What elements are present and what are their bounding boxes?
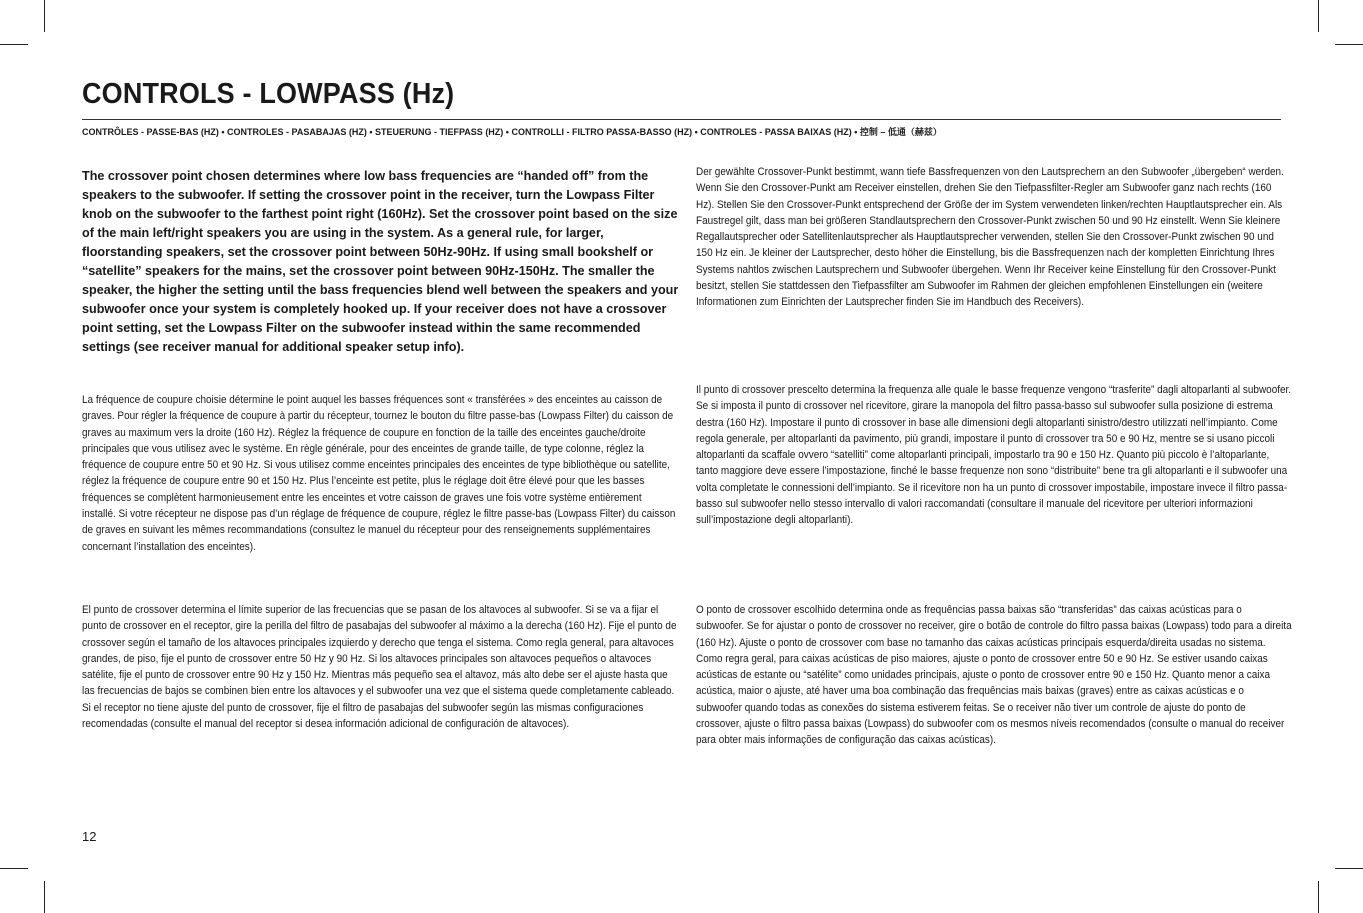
paragraph-english: The crossover point chosen determines where low bass frequencies are “handed off” from the speakers to the subwoofer. If setting the crossover point in the receiver, turn the Lowpass Filter knob on the subwoofer to the farthest point right (160Hz). Set the crossover point based on the size of the main left/right speakers you are using in the system. As a general rule, for larger, floorstanding speakers, set the crossover point between 50Hz-90Hz. If using small bookshelf or “satellite” speakers for the mains, set the crossover point between 90Hz-150Hz. The smaller the speaker, the higher the setting until the bass frequencies blend well between the speakers and your subwoofer once your system is completely hooked up. If your receiver does not have a crossover point setting, set the Lowpass Filter on the subwoofer instead within the same recommended settings (see receiver manual for additional speaker setup info).: [82, 168, 679, 354]
crop-mark-bottom-right-horizontal: [1335, 868, 1363, 869]
page-title: CONTROLS - LOWPASS (Hz): [82, 78, 455, 110]
page-number: 12: [82, 829, 97, 844]
paragraph-portuguese: O ponto de crossover escolhido determina onde as frequências passa baixas são “transferidas” das caixas acústicas para o subwoofer. Se for ajustar o ponto de crossover no receiver, gire o botão de controle do filtro passa baixas (Lowpass) todo para a direita (160 Hz). Ajuste o ponto de crossover com base no tamanho das caixas acústicas principais esquerda/direita usadas no sistema. Como regra geral, para caixas acústicas de piso maiores, ajuste o ponto de crossover entre 50 e 90 Hz. Se estiver usando caixas acústicas de estante ou “satélite” como unidades principais, ajuste o ponto de crossover entre 90 e 150 Hz. Quanto menor a caixa acústica, maior o ajuste, até haver uma boa combinação das frequências mais baixas (graves) entre as caixas acústicas e o subwoofer quando todas as conexões do sistema estiverem feitas. Se o receiver não tiver um controle de ajuste do ponto de crossover, ajuste o filtro passa baixas (Lowpass) do subwoofer com os mesmos níveis recomendados (consulte o manual do receiver para obter mais informações de configuração das caixas acústicas).: [696, 604, 1292, 747]
crop-mark-top-left-horizontal: [0, 44, 28, 45]
crop-mark-bottom-left-horizontal: [0, 868, 28, 869]
crop-mark-bottom-right-vertical: [1318, 881, 1319, 913]
page-subtitle-translations: CONTRÔLES - PASSE-BAS (HZ) • CONTROLES - PASABAJAS (HZ) • STEUERUNG - TIEFPASS (HZ) • CONTROLLI - FILTRO PASSA-BASSO (HZ) • CONTROLES - PASSA BAIXAS (HZ) • 控制 – 低通（赫兹）: [82, 127, 942, 137]
paragraph-italian: Il punto di crossover prescelto determina la frequenza alle quale le basse frequenze vengono “trasferite” dagli altoparlanti al subwoofer. Se si imposta il punto di crossover nel ricevitore, girare la manopola del filtro passa-basso sul subwoofer sulla posizione di estrema destra (160 Hz). Impostare il punto di crossover in base alle dimensioni degli altoparlanti sinistro/destro utilizzati nell’impianto. Come regola generale, per altoparlanti da pavimento, più grandi, impostare il punto di crossover tra 50 e 90 Hz, mentre se si usano piccoli altoparlanti da scaffale ovvero “satelliti” come altoparlanti principali, impostarlo tra 90 e 150 Hz. Quanto più piccolo è l’altoparlante, tanto maggiore deve essere l’impostazione, finché le basse frequenze non sono “distribuite” bene tra gli altoparlanti e il subwoofer una volta completate le connessioni dell’impianto. Se il ricevitore non ha un punto di crossover impostabile, impostare invece il filtro passa-basso sul subwoofer nello stesso intervallo di valori raccomandati (consultare il manuale del ricevitore per ulteriori informazioni sull’impostazione degli altoparlanti).: [696, 384, 1292, 527]
paragraph-french: La fréquence de coupure choisie détermine le point auquel les basses fréquences sont « transférées » des enceintes au caisson de graves. Pour régler la fréquence de coupure à partir du récepteur, tournez le bouton du filtre passe-bas (Lowpass Filter) du caisson de graves au maximum vers la droite (160 Hz). Réglez la fréquence de coupure en fonction de la taille des enceintes gauche/droite principales que vous utilisez avec le système. En règle générale, pour des enceintes de grande taille, de type colonne, réglez la fréquence de coupure entre 50 et 90 Hz. Si vous utilisez comme enceintes principales des enceintes de type bibliothèque ou satellite, réglez la fréquence de coupure entre 90 et 150 Hz. Plus l’enceinte est petite, plus le réglage doit être élevé pour que les basses fréquences se complètent harmonieusement entre les enceintes et votre caisson de graves une fois votre système entièrement installé. Si votre récepteur ne dispose pas d’un réglage de fréquence de coupure, réglez le filtre passe-bas (Lowpass Filter) du caisson de graves en suivant les mêmes recommandations (consultez le manuel du récepteur pour des renseignements supplémentaires concernant l’installation des enceintes).: [82, 394, 676, 553]
crop-mark-top-right-vertical: [1318, 0, 1319, 32]
crop-mark-top-right-horizontal: [1335, 44, 1363, 45]
paragraph-spanish: El punto de crossover determina el límite superior de las frecuencias que se pasan de los altavoces al subwoofer. Si se va a fijar el punto de crossover en el receptor, gire la perilla del filtro de pasabajas del subwoofer al máximo a la derecha (160 Hz). Fije el punto de crossover según el tamaño de los altavoces principales izquierdo y derecho que tenga el sistema. Como regla general, para altavoces grandes, de piso, fije el punto de crossover entre 50 Hz y 90 Hz. Si los altavoces principales son altavoces pequeños o altavoces satélite, fije el punto de crossover entre 90 Hz y 150 Hz. Mientras más pequeño sea el altavoz, más alto debe ser el ajuste hasta que las frecuencias de bajos se combinen bien entre los altavoces y el subwoofer una vez que el sistema quede completamente cableado. Si el receptor no tiene ajuste del punto de crossover, fije el filtro de pasabajas del subwoofer según las mismas configuraciones recomendadas (consulte el manual del receptor si desea información adicional de configuración de altavoces).: [82, 604, 677, 731]
crop-mark-bottom-left-vertical: [44, 881, 45, 913]
paragraph-german: Der gewählte Crossover-Punkt bestimmt, wann tiefe Bassfrequenzen von den Lautsprechern an den Subwoofer „übergeben“ werden. Wenn Sie den Crossover-Punkt am Receiver einstellen, drehen Sie den Tiefpassfilter-Regler am Subwoofer ganz nach rechts (160 Hz). Stellen Sie den Crossover-Punkt entsprechend der Größe der im System verwendeten linken/rechten Hauptlautsprecher ein. Als Faustregel gilt, dass man bei größeren Standlautsprechern den Crossover-Punkt zwischen 50 und 90 Hz einstellt. Wenn Sie kleinere Regallautsprecher oder Satellitenlautsprecher als Hauptlautsprecher verwenden, stellen Sie den Crossover-Punkt zwischen 90 und 150 Hz ein. Je kleiner der Lautsprecher, desto höher die Einstellung, bis die Bassfrequenzen nach der kompletten Einrichtung Ihres Systems nahtlos zwischen Lautsprechern und Subwoofer übergehen. Wenn Ihr Receiver keine Einstellung für den Crossover-Punkt besitzt, stellen Sie stattdessen den Tiefpassfilter am Subwoofer im Rahmen der gleichen empfohlenen Einstellungen ein (weitere Informationen zum Einrichten der Lautsprecher finden Sie im Handbuch des Receivers).: [696, 166, 1284, 309]
title-divider: [82, 119, 1281, 120]
crop-mark-top-left-vertical: [44, 0, 45, 32]
